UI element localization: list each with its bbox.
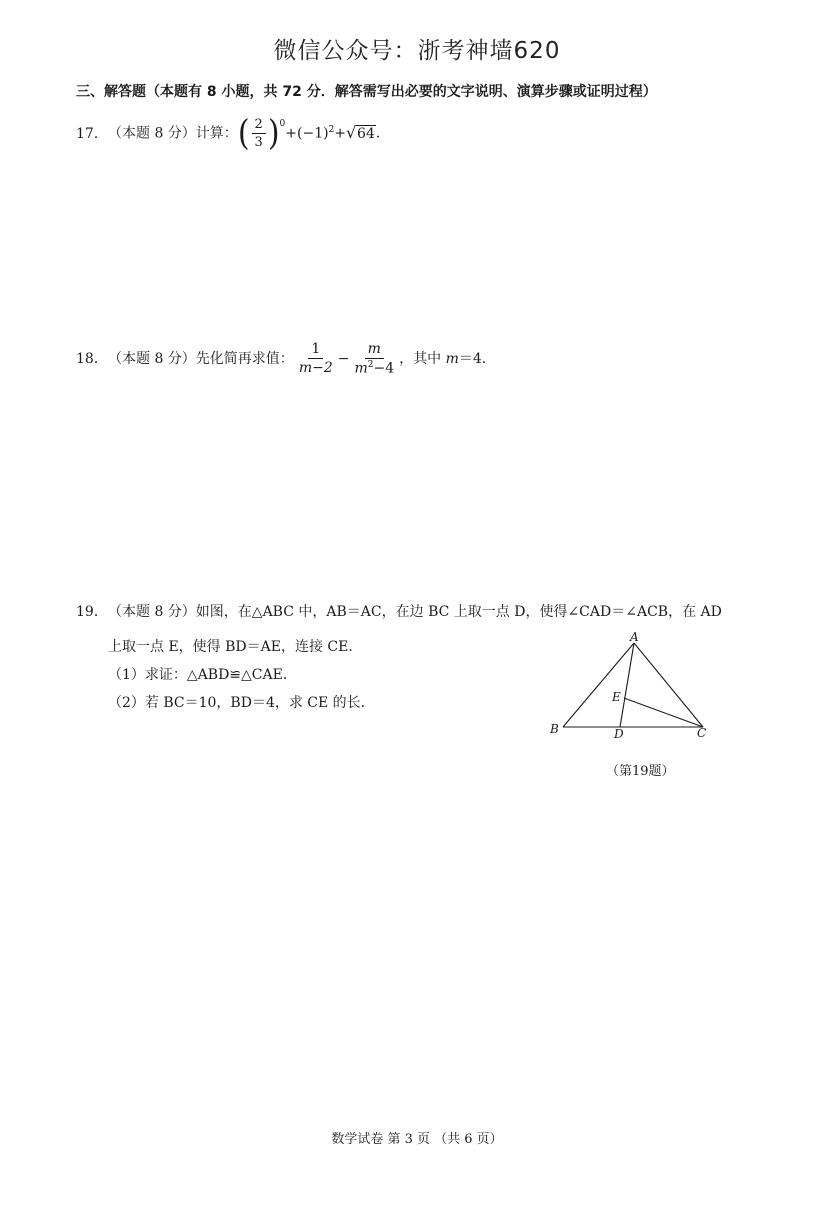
fraction: $\frac{2}{3}$ xyxy=(252,118,266,149)
label-e: E xyxy=(612,690,621,704)
minus-sign: − xyxy=(337,350,350,367)
fraction-1: $\frac{1}{m-2}$ xyxy=(298,341,333,377)
question-prefix: （本题 8 分）先化简再求值： xyxy=(108,350,294,367)
label-d: D xyxy=(614,727,624,741)
question-number: 17． xyxy=(76,125,108,142)
segment-ab xyxy=(563,643,634,727)
period: ． xyxy=(375,125,390,142)
condition-value: ＝4． xyxy=(458,350,496,367)
triangle-figure xyxy=(548,630,718,750)
question-part-2: （2）若 BC＝10，BD＝4，求 CE 的长． xyxy=(108,695,375,711)
question-number: 18． xyxy=(76,350,108,367)
fraction-power: ( $\frac{2}{3}$ ) $^0$ xyxy=(237,112,286,154)
watermark-text: 微信公众号：浙考神墙620 xyxy=(273,38,561,64)
square-root: √ 64 xyxy=(346,122,375,142)
question-19 xyxy=(76,605,722,619)
figure-caption: （第19题） xyxy=(606,764,675,779)
page-footer: 数学试卷 第 3 页 （共 6 页） xyxy=(331,1132,503,1147)
section-title: 三、解答题（本题有 8 小题，共 72 分．解答需写出必要的文字说明、演算步骤或证明过程） xyxy=(76,84,657,100)
label-b: B xyxy=(550,722,559,736)
variable-m: m xyxy=(445,350,459,367)
plus-sign: + xyxy=(334,125,347,142)
exponent: 2 xyxy=(328,124,335,135)
question-part-1: （1）求证：△ABD≌△CAE． xyxy=(108,667,297,683)
fraction-2: $\frac{m}{m^2-4}$ xyxy=(354,341,395,377)
question-line-2: 上取一点 E，使得 BD＝AE，连接 CE． xyxy=(108,639,363,655)
segment-ad xyxy=(620,643,634,727)
question-17 xyxy=(76,112,390,154)
negative-one: (−1) xyxy=(297,125,329,142)
question-prefix: （本题 8 分）计算： xyxy=(108,125,238,142)
label-a: A xyxy=(630,630,639,644)
condition-text: ，其中 xyxy=(399,350,446,367)
question-line-1: （本题 8 分）如图，在△ABC 中，AB＝AC，在边 BC 上取一点 D，使得∠CAD＝∠ACB，在 AD xyxy=(108,604,722,620)
label-c: C xyxy=(697,726,707,740)
question-18 xyxy=(76,342,496,376)
question-number: 19． xyxy=(76,604,108,620)
plus-sign: + xyxy=(285,125,297,142)
